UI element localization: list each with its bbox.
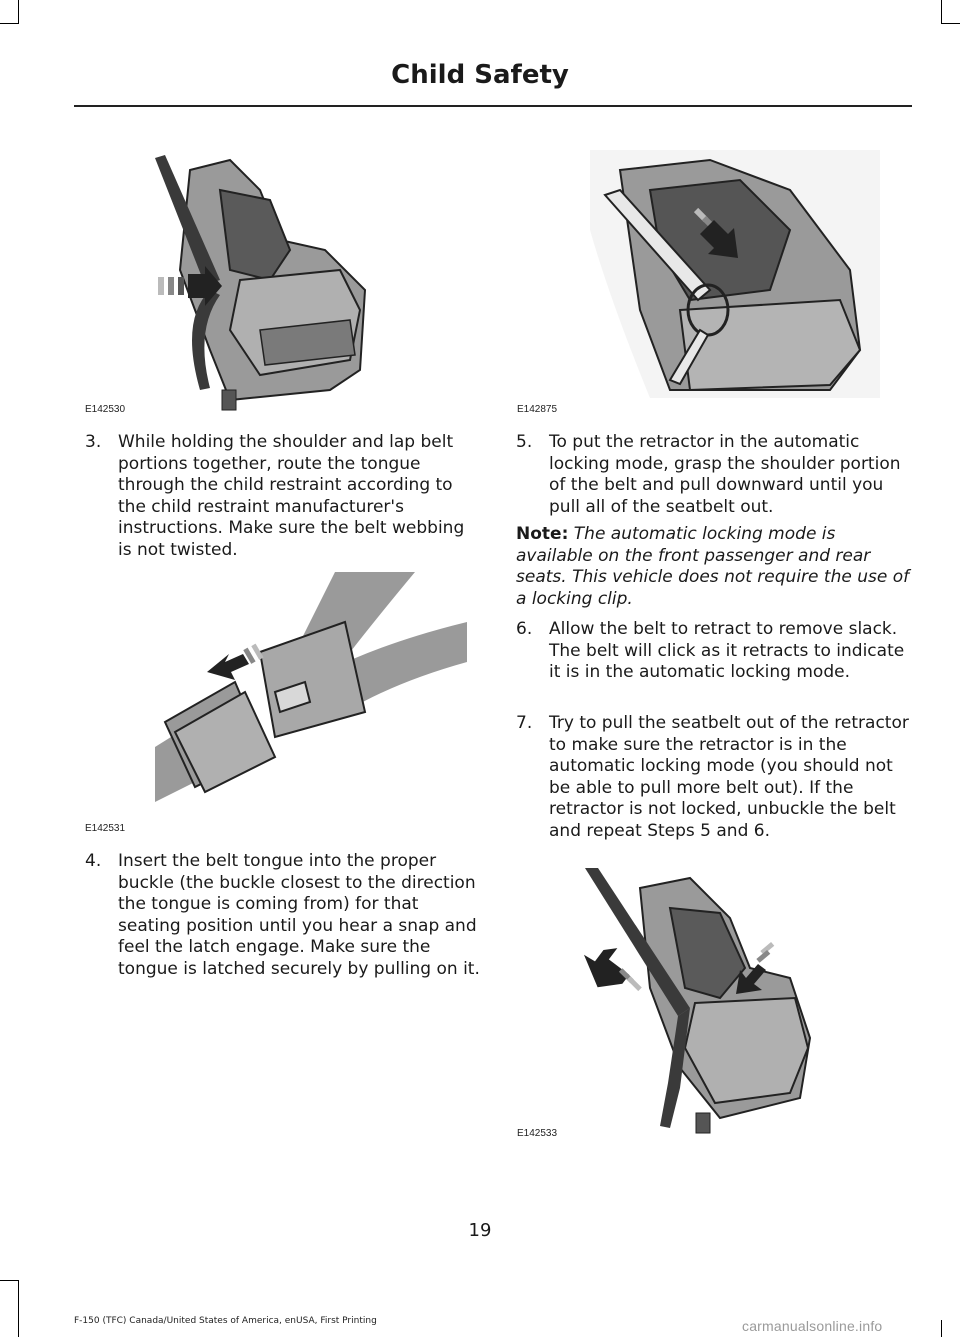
- step-3: [85, 432, 480, 561]
- step-5: [516, 432, 911, 518]
- figure-code: E142531: [85, 823, 126, 834]
- header-divider: [74, 105, 912, 107]
- figure-child-seat-routing: [150, 150, 380, 412]
- watermark: carmanualsonline.info: [742, 1318, 883, 1334]
- crop-mark: [941, 0, 942, 24]
- page-number: 19: [468, 1220, 492, 1241]
- step-text: While holding the shoulder and lap belt portions together, route the tongue through the child restraint according to the child restraint manufacturer's instructions. Make sure the belt webbing is not twisted.: [118, 432, 465, 560]
- figure-code: E142533: [517, 1128, 558, 1139]
- figure-code: E142875: [517, 404, 558, 415]
- step-4: [85, 851, 480, 980]
- arrow-left-icon: [207, 644, 264, 680]
- figure-belt-retract: [580, 868, 820, 1136]
- step-number: 4.: [85, 851, 102, 871]
- crop-mark: [0, 1280, 18, 1281]
- crop-mark: [942, 23, 960, 24]
- footer-text: F-150 (TFC) Canada/United States of America, enUSA, First Printing: [74, 1316, 377, 1326]
- step-7: [516, 713, 911, 842]
- figure-belt-buckle: [155, 572, 467, 820]
- step-text: To put the retractor in the automatic locking mode, grasp the shoulder portion of the belt and pull downward until you pull all of the seatbelt out.: [549, 432, 901, 517]
- note-label: Note:: [516, 524, 569, 544]
- arrow-up-left-icon: [584, 947, 642, 991]
- crop-mark: [18, 0, 19, 24]
- note: [516, 524, 911, 610]
- page-title: Child Safety: [391, 60, 569, 90]
- step-6: [516, 619, 911, 684]
- step-text: Insert the belt tongue into the proper buckle (the buckle closest to the direction the tongue is coming from) for that seating position until you hear a snap and feel the latch engage. Make sure the tongue is latched securely by pulling on it.: [118, 851, 480, 979]
- step-number: 5.: [516, 432, 533, 452]
- note-text: The automatic locking mode is available on the front passenger and rear seats. This vehicle does not require the use of a locking clip.: [516, 524, 910, 609]
- crop-mark: [941, 1320, 942, 1337]
- figure-code: E142530: [85, 404, 126, 415]
- step-number: 3.: [85, 432, 102, 452]
- step-text: Allow the belt to retract to remove slack. The belt will click as it retracts to indicate it is in the automatic locking mode.: [549, 619, 905, 682]
- figure-belt-pull: [590, 150, 880, 398]
- crop-mark: [18, 1280, 19, 1337]
- step-number: 7.: [516, 713, 533, 733]
- step-number: 6.: [516, 619, 533, 639]
- crop-mark: [0, 23, 18, 24]
- step-text: Try to pull the seatbelt out of the retractor to make sure the retractor is in the automatic locking mode (you should not be able to pull more belt out). If the retractor is not locked, unbuckle the belt and repeat Steps 5 and 6.: [549, 713, 909, 841]
